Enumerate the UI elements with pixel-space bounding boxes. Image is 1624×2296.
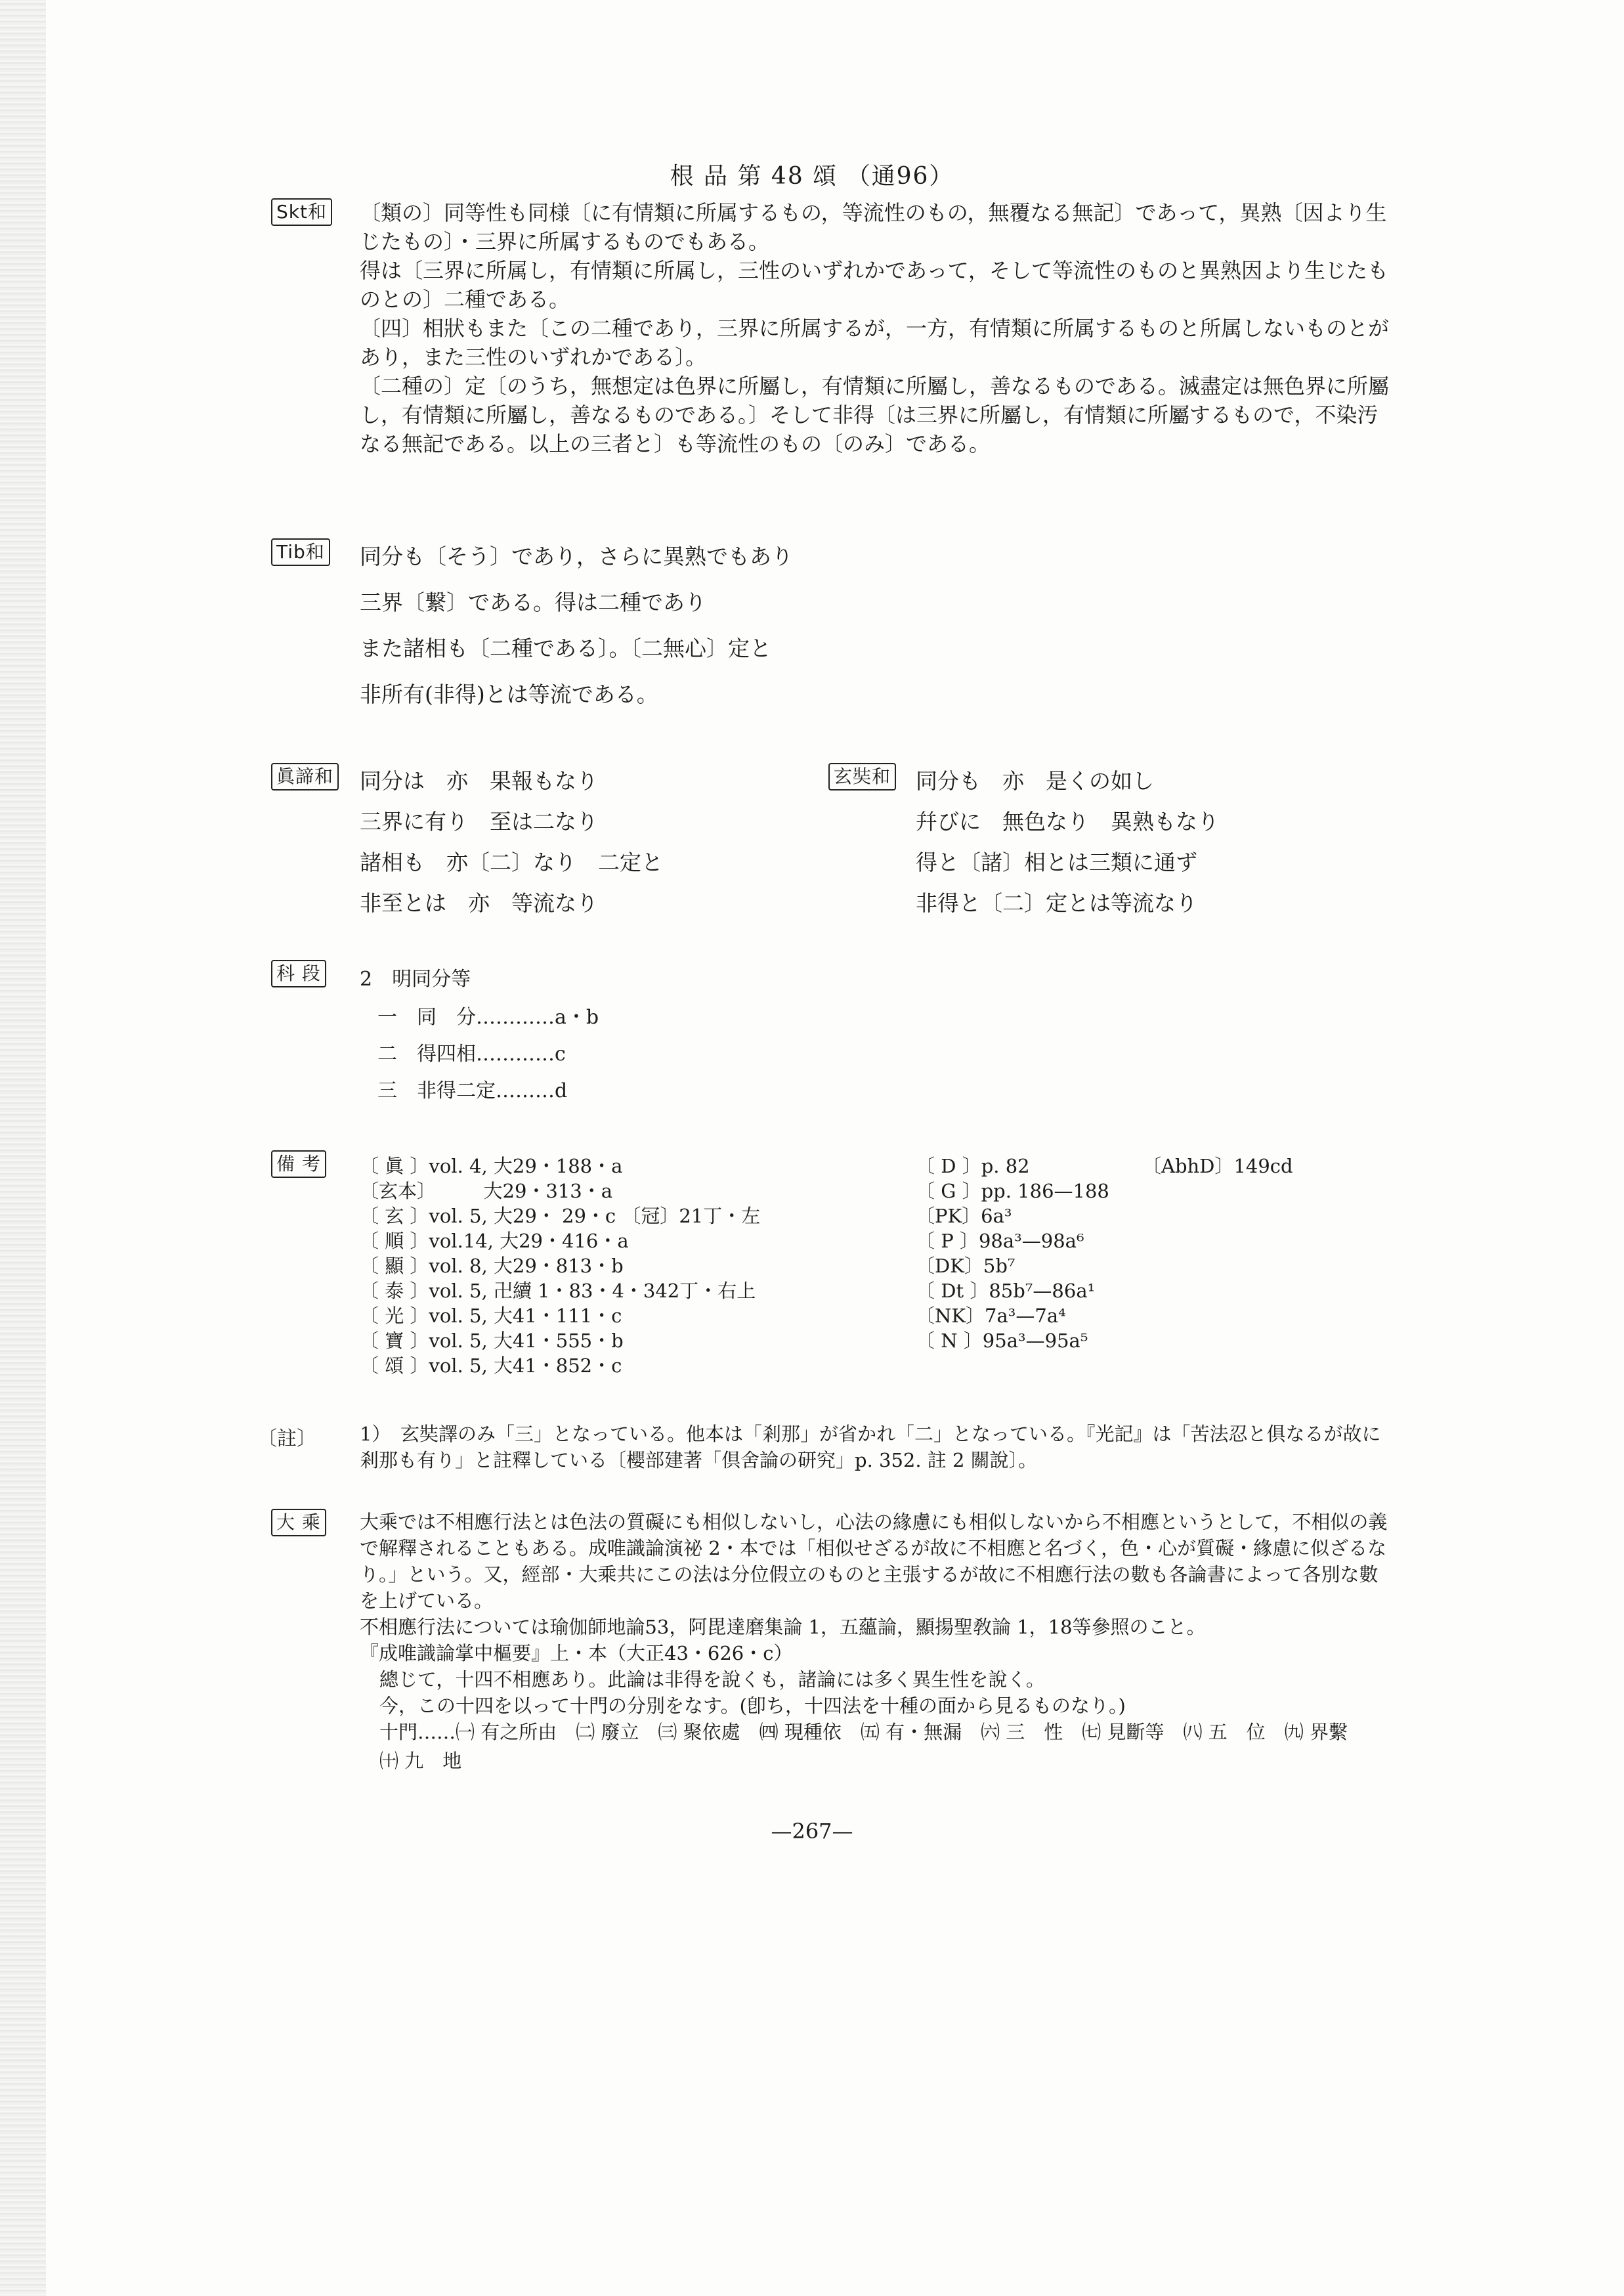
skt-paragraph-1: 〔類の〕同等性も同様〔に有情類に所属するもの，等流性のもの，無覆なる無記〕であって，異熟〔因より生じたもの〕・三界に所属するものでもある。	[360, 200, 1387, 254]
biko-right-8: 〔 N 〕95a³—95a⁵	[916, 1330, 1088, 1352]
tag-chu: 〔註〕	[257, 1427, 316, 1450]
genjo-line-3: 得と〔諸〕相とは三類に通ず	[916, 850, 1197, 875]
biko-abhd: 〔AbhD〕149cd	[1142, 1155, 1293, 1177]
biko-right-1: 〔 D 〕p. 82	[916, 1155, 1030, 1177]
daijo-paragraph-1: 大乘では不相應行法とは色法の質礙にも相似しないし，心法の緣慮にも相似しないから不相應というとして，不相似の義で解釋されることもある。成唯識論演祕 2・本では「相似せざるが故に不相應と名づく，色・心が質礙・緣慮に似ざるなり。」という。又，經部・大乘共にこの法は分位假立のものと主張するが故に不相應行法の數も各論書によって各別な數を上げている。	[360, 1511, 1388, 1612]
shintai-line-3: 諸相も 亦〔二〕なり 二定と	[360, 850, 663, 875]
tib-line-2: 三界〔繋〕である。得は二種であり	[360, 590, 706, 615]
biko-left-8: 〔 寶 〕vol. 5, 大41・555・b	[360, 1330, 624, 1352]
biko-left-1: 〔 眞 〕vol. 4, 大29・188・a	[360, 1155, 623, 1177]
biko-left-5: 〔 顯 〕vol. 8, 大29・813・b	[360, 1255, 624, 1277]
tag-tib: Tib和	[271, 538, 330, 566]
genjo-line-4: 非得と〔二〕定とは等流なり	[916, 890, 1197, 916]
page-number: —267—	[771, 1819, 853, 1844]
scan-edge-shadow	[0, 0, 46, 2296]
biko-left-2: 〔玄本〕 大29・313・a	[360, 1180, 613, 1202]
tib-line-3: また諸相も〔二種である〕。〔二無心〕定と	[360, 636, 771, 661]
biko-right-7: 〔NK〕7a³—7a⁴	[916, 1305, 1066, 1327]
daijo-line-4: 總じて，十四不相應あり。此論は非得を說くも，諸論には多く異生性を說く。	[379, 1668, 1045, 1691]
biko-right-4: 〔 P 〕98a³—98a⁶	[916, 1230, 1084, 1252]
biko-left-3: 〔 玄 〕vol. 5, 大29・ 29・c 〔冠〕21丁・左	[360, 1205, 761, 1227]
biko-right-6: 〔 Dt 〕85b⁷—86a¹	[916, 1280, 1096, 1302]
tib-line-1: 同分も〔そう〕であり，さらに異熟でもあり	[360, 544, 793, 569]
skt-paragraph-3: 〔四〕相狀もまた〔この二種であり，三界に所属するが，一方，有情類に所属するものと所属しないものとがあり，また三性のいずれかである〕。	[360, 316, 1390, 370]
tib-line-4: 非所有(非得)とは等流である。	[360, 682, 658, 707]
genjo-line-2: 幷びに 無色なり 異熟もなり	[916, 809, 1219, 834]
shintai-line-1: 同分は 亦 果報もなり	[360, 768, 598, 794]
daijo-line-6: 十門……㈠ 有之所由 ㈡ 廢立 ㈢ 聚依處 ㈣ 現種依 ㈤ 有・無漏 ㈥ 三 性 ㈦ 見斷等 ㈧ 五 位 ㈨ 界繫	[379, 1721, 1348, 1743]
tag-skt: Skt和	[271, 198, 332, 226]
skt-paragraph-2: 得は〔三界に所属し，有情類に所属し，三性のいずれかであって，そして等流性のものと異熟因より生じたものとの〕二種である。	[360, 258, 1389, 312]
biko-right-2: 〔 G 〕pp. 186—188	[916, 1180, 1109, 1202]
chu-text: 1） 玄奘譯のみ「三」となっている。他本は「剎那」が省かれ「二」となっている。『光記』は「苦法忍と俱なるが故に剎那も有り」と註釋している〔櫻部建著「倶舍論の研究」p. 352. 註 2 關說〕。	[360, 1423, 1381, 1471]
tag-biko: 備 考	[271, 1150, 326, 1178]
daijo-line-5: 今，この十四を以って十門の分別をなす。(卽ち，十四法を十種の面から見るものなり。)	[379, 1695, 1126, 1717]
daijo-line-2: 不相應行法については瑜伽師地論53，阿毘達磨集論 1，五蘊論，顯揚聖敎論 1，18等參照のこと。	[360, 1616, 1206, 1638]
tag-daijo: 大 乘	[271, 1509, 326, 1536]
daijo-line-7: ㈩ 九 地	[379, 1750, 462, 1772]
daijo-line-3: 『成唯識論掌中樞要』上・本（大正43・626・c）	[360, 1642, 793, 1664]
biko-right-3: 〔PK〕6a³	[916, 1205, 1012, 1227]
skt-paragraph-4: 〔二種の〕定〔のうち，無想定は色界に所屬し，有情類に所屬し，善なるものである。滅盡定は無色界に所屬し，有情類に所屬し，善なるものである。〕そして非得〔は三界に所屬し，有情類に所屬するもので，不染汚なる無記である。以上の三者と〕も等流性のもの〔のみ〕である。	[360, 374, 1390, 456]
page-title: 根 品 第 48 頌 （通96）	[670, 163, 954, 190]
tag-genjo: 玄奘和	[828, 763, 896, 791]
biko-right-5: 〔DK〕5b⁷	[916, 1255, 1015, 1277]
tag-kadan: 科 段	[271, 960, 326, 987]
genjo-line-1: 同分も 亦 是くの如し	[916, 768, 1154, 794]
biko-left-7: 〔 光 〕vol. 5, 大41・111・c	[360, 1305, 622, 1327]
tag-shintai: 眞諦和	[271, 763, 339, 791]
shintai-line-2: 三界に有り 至は二なり	[360, 809, 598, 834]
biko-left-4: 〔 順 〕vol.14, 大29・416・a	[360, 1230, 629, 1252]
biko-left-6: 〔 泰 〕vol. 5, 卍續 1・83・4・342丁・右上	[360, 1280, 756, 1302]
kadan-item-1: 一 同 分…………a・b	[377, 1006, 599, 1029]
kadan-item-3: 三 非得二定………d	[377, 1079, 568, 1102]
biko-left-9: 〔 頌 〕vol. 5, 大41・852・c	[360, 1354, 622, 1377]
shintai-line-4: 非至とは 亦 等流なり	[360, 890, 598, 916]
kadan-item-2: 二 得四相…………c	[377, 1043, 566, 1066]
kadan-heading: 2 明同分等	[360, 968, 471, 991]
